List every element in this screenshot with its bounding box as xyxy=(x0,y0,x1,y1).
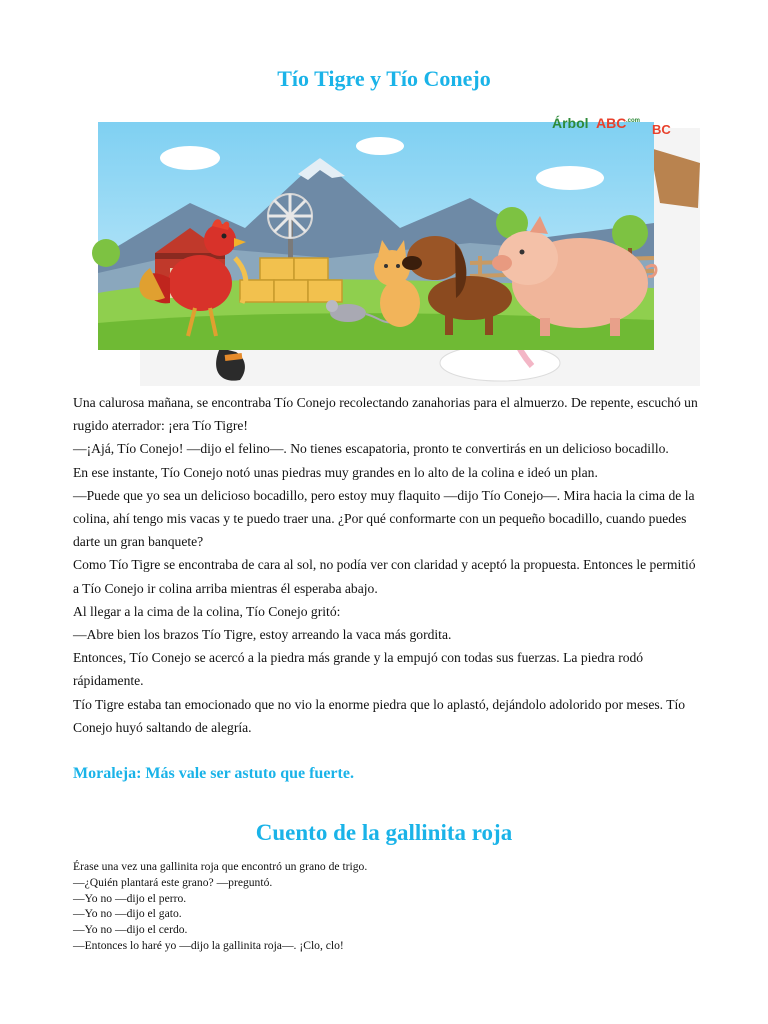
story-moral: Moraleja: Más vale ser astuto que fuerte. xyxy=(73,765,354,782)
paragraph: Una calurosa mañana, se encontraba Tío Conejo recolectando zanahorias para el almuerzo. De repente, escuchó un rugido aterrador: ¡era Tío Tigre! xyxy=(73,395,698,434)
svg-text:.com: .com xyxy=(626,118,641,124)
paragraph: En ese instante, Tío Conejo notó unas piedras muy grandes en lo alto de la colina e ideó un plan. xyxy=(73,464,598,480)
paragraph: —¡Ajá, Tío Conejo! —dijo el felino—. No tienes escapatoria, pronto te convertirás en un delicioso bocadillo. xyxy=(73,441,669,457)
story-title: Tío Tigre y Tío Conejo xyxy=(277,66,491,91)
story-line: —Yo no —dijo el perro. xyxy=(73,891,187,905)
story-line: —¿Quién plantará este grano? —preguntó. xyxy=(73,875,273,889)
svg-text:BC: BC xyxy=(652,122,671,137)
svg-text:ABC: ABC xyxy=(596,115,627,131)
story-line: Érase una vez una gallinita roja que encontró un grano de trigo. xyxy=(73,860,368,873)
paragraph: Como Tío Tigre se encontraba de cara al sol, no podía ver con claridad y aceptó la propuesta. Entonces le permitió a Tío Conejo ir colina arriba mientras él esperaba abajo. xyxy=(73,557,696,596)
story-line: —Yo no —dijo el gato. xyxy=(73,907,182,921)
story-body xyxy=(73,391,698,739)
paragraph: Al llegar a la cima de la colina, Tío Conejo gritó: xyxy=(73,603,341,619)
paragraph: —Abre bien los brazos Tío Tigre, estoy arreando la vaca más gordita. xyxy=(73,627,452,643)
story-body xyxy=(73,859,698,954)
story-title: Cuento de la gallinita roja xyxy=(255,820,513,845)
story-line: —Yo no —dijo el cerdo. xyxy=(73,923,188,937)
paragraph: Entonces, Tío Conejo se acercó a la piedra más grande y la empujó con todas sus fuerzas. La piedra rodó rápidamente. xyxy=(73,650,644,689)
svg-text:Árbol: Árbol xyxy=(552,115,589,131)
farm-illustration xyxy=(70,108,700,390)
front-card xyxy=(92,122,656,350)
paragraph: Tío Tigre estaba tan emocionado que no vio la enorme piedra que lo aplastó, dejándolo adolorido por meses. Tío Conejo huyó saltando de alegría. xyxy=(73,696,686,735)
story-line: —Entonces lo haré yo —dijo la gallinita roja—. ¡Clo, clo! xyxy=(73,938,344,952)
paragraph: —Puede que yo sea un delicioso bocadillo, pero estoy muy flaquito —dijo Tío Conejo—. Mira hacia la cima de la colina, ahí tengo mis vacas y te puedo traer una. ¿Por qué conformarte con un pequeño bocadillo, cuando puedes darte un gran banquete? xyxy=(73,487,695,550)
